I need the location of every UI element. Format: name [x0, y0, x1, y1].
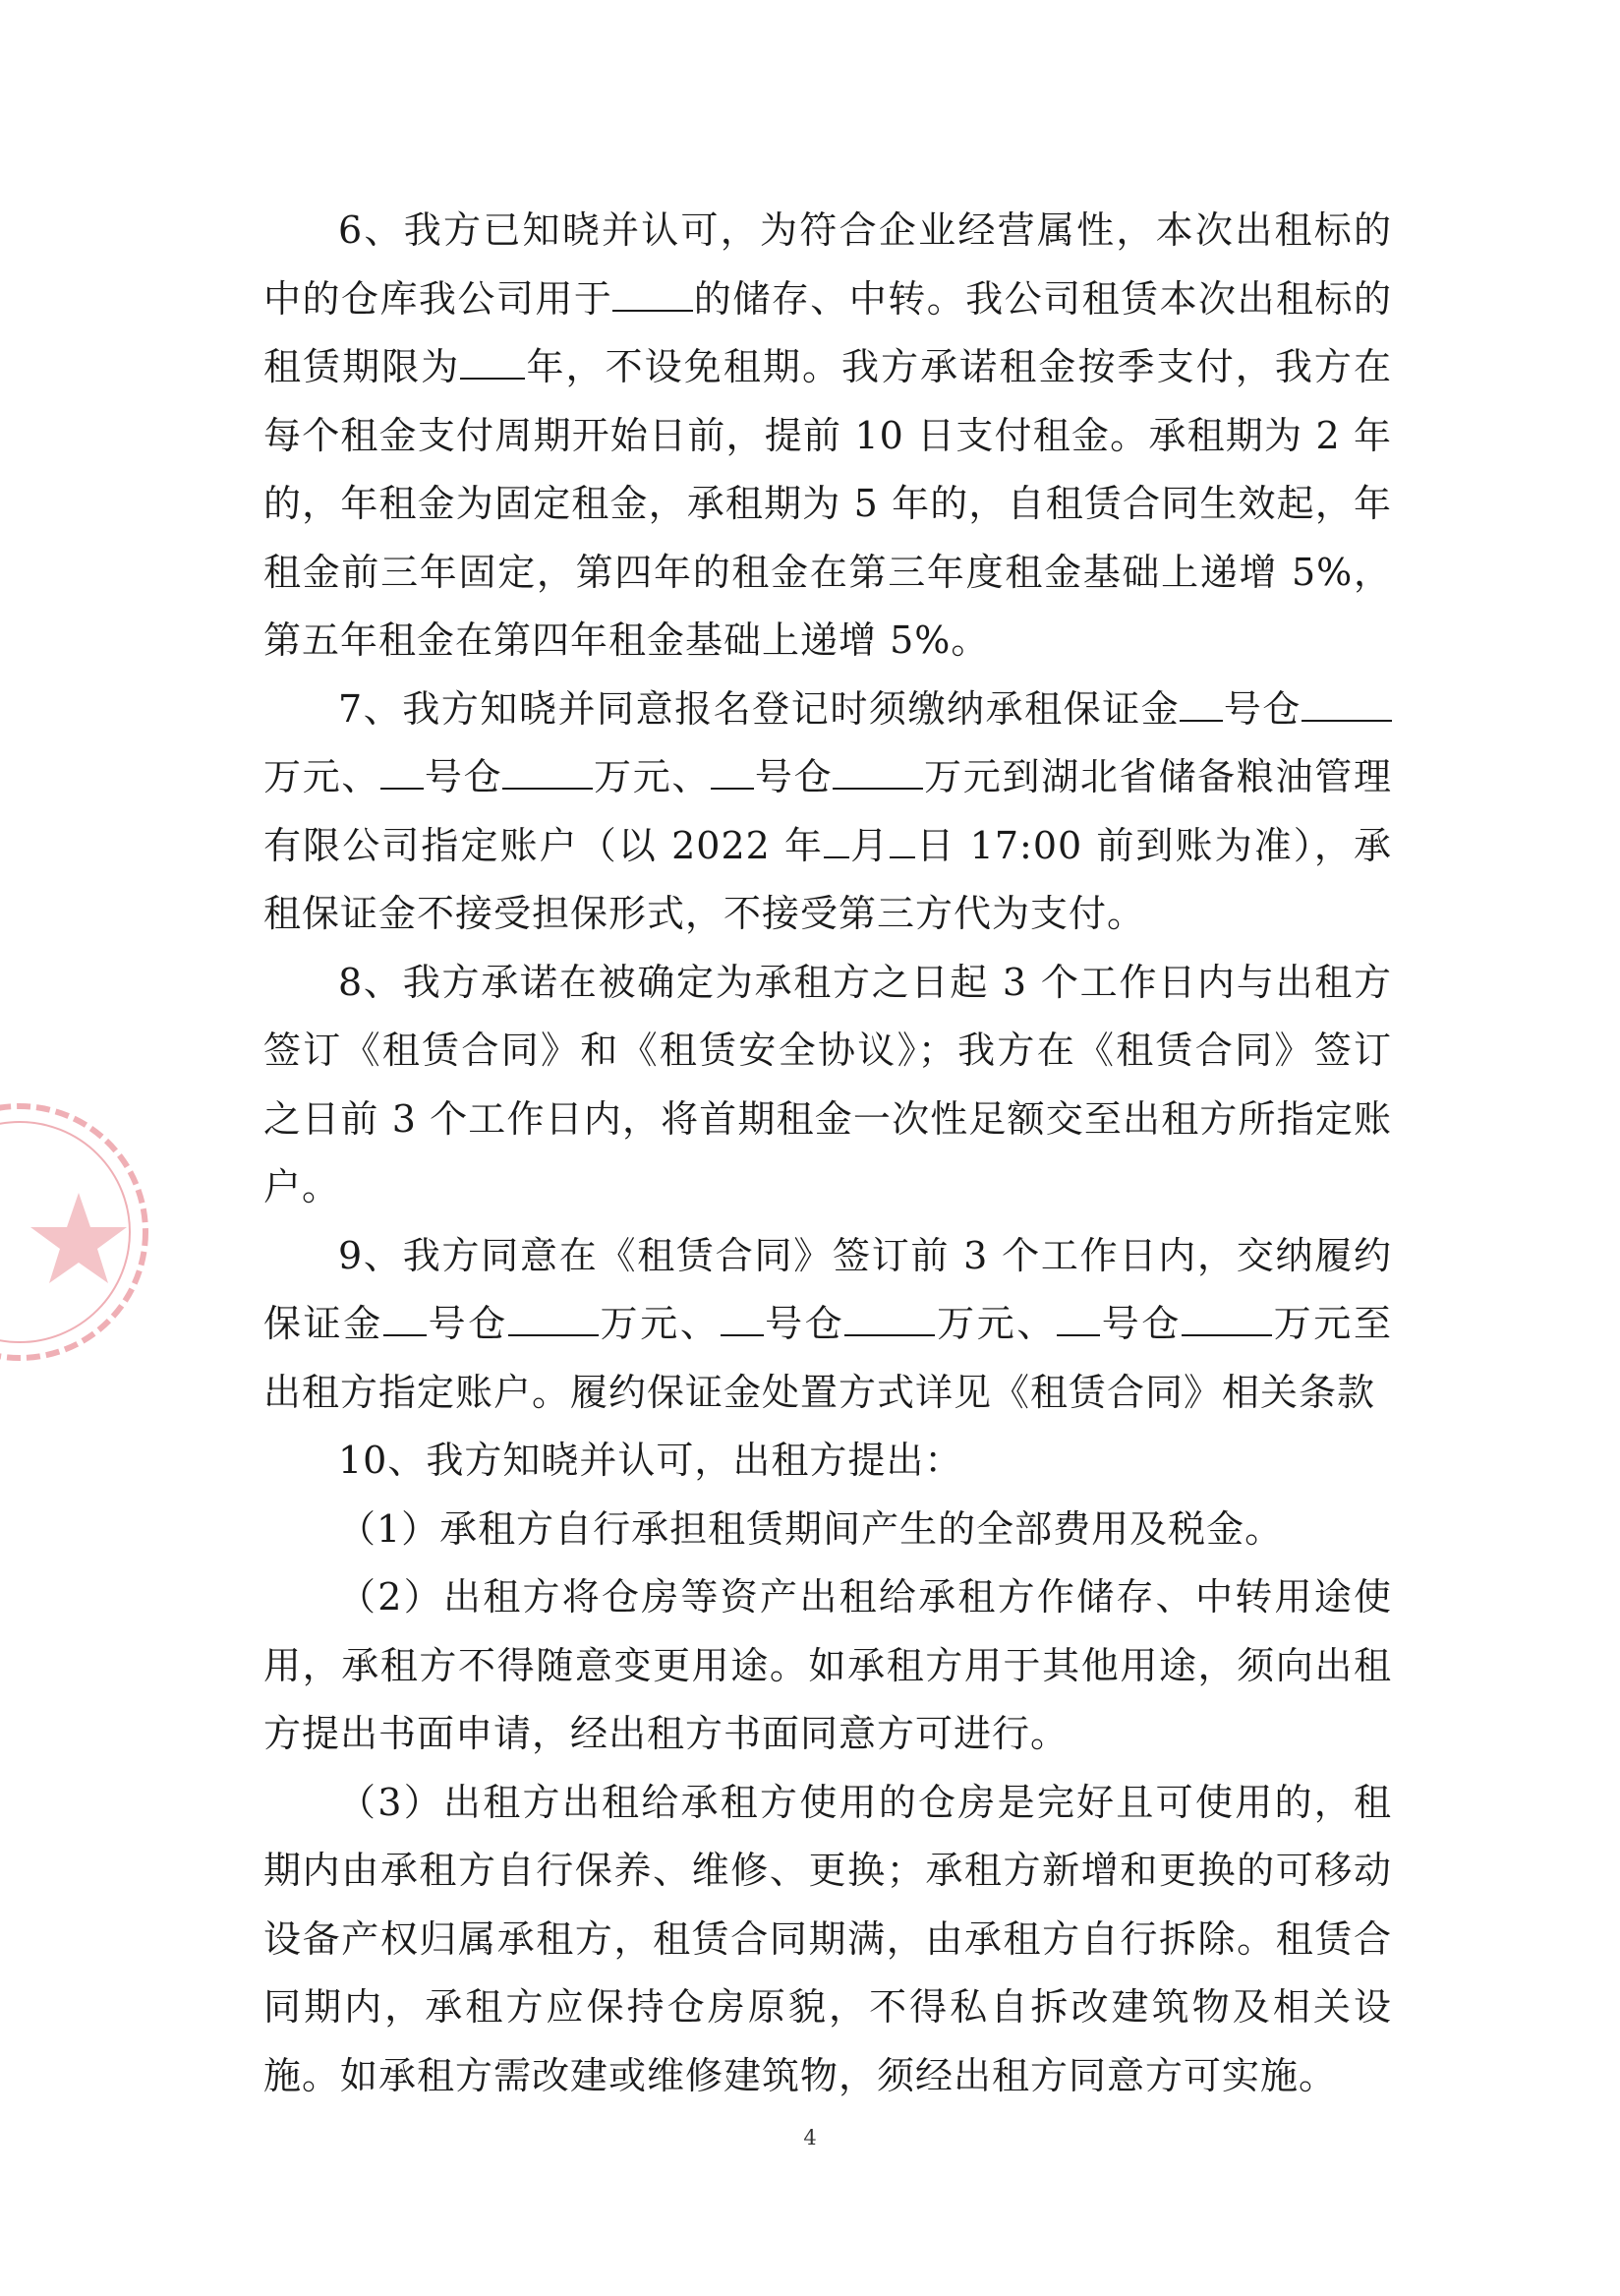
- clause-6-text-c: 年，不设免租期。我方承诺租金按季支付，我方在每个租金支付周期开始日前，提前 10 日支付租金。承租期为 2 年的，年租金为固定租金，承租期为 5 年的，自租赁合同生效起，年租金前三年固定，第四年的租金在第三年度租金基础上递增 5%，第五年租金在第四年租金基础上递增 5%。: [263, 345, 1392, 662]
- clause-7-text-e: 万元、: [593, 755, 712, 798]
- fill-blank-warehouse-no-2[interactable]: [380, 758, 424, 790]
- clause-9-text-e: 万元、: [935, 1302, 1058, 1345]
- fill-blank-warehouse-no-3[interactable]: [711, 758, 754, 790]
- fill-blank-amount-2[interactable]: [502, 758, 593, 790]
- fill-blank-day[interactable]: [890, 827, 915, 858]
- clause-6: [263, 197, 1392, 676]
- fill-blank-perf-amount-3[interactable]: [1182, 1305, 1272, 1336]
- fill-blank-amount-3[interactable]: [833, 758, 923, 790]
- fill-blank-warehouse-no-1[interactable]: [1180, 690, 1223, 722]
- clause-7: [263, 676, 1392, 949]
- clause-7-text-c: 万元、: [263, 755, 381, 798]
- clause-6-text-b: 的储存、中转。我公司租赁本次出租标的租赁期限为: [263, 276, 1392, 388]
- clause-10-item-3-text: （3）出租方出租给承租方使用的仓房是完好且可使用的，租期内由承租方自行保养、维修、更换；承租方新增和更换的可移动设备产权归属承租方，租赁合同期满，由承租方自行拆除。租赁合同期内，承租方应保持仓房原貌，不得私自拆改建筑物及相关设施。如承租方需改建或维修建筑物，须经出租方同意方可实施。: [263, 1780, 1392, 2097]
- clause-9-text-b: 号仓: [426, 1302, 508, 1345]
- clause-10-item-1-text: （1）承租方自行承担租赁期间产生的全部费用及税金。: [338, 1506, 1284, 1551]
- clause-10-item-2-text: （2）出租方将仓房等资产出租给承租方作储存、中转用途使用，承租方不得随意变更用途。如承租方用于其他用途，须向出租方提出书面申请，经出租方书面同意方可进行。: [263, 1575, 1392, 1755]
- clause-9: [263, 1222, 1392, 1428]
- fill-blank-perf-amount-1[interactable]: [508, 1305, 599, 1336]
- clause-10-item-1: [263, 1496, 1392, 1564]
- clause-7-text-b: 号仓: [1223, 686, 1302, 731]
- clause-7-text-f: 号仓: [754, 755, 834, 798]
- clause-10-text: 10、我方知晓并认可，出租方提出：: [338, 1439, 963, 1482]
- fill-blank-perf-amount-2[interactable]: [844, 1305, 935, 1336]
- fill-blank-perf-warehouse-no-1[interactable]: [383, 1305, 427, 1336]
- clause-6-text-a: 6、我方已知晓并认可，为符合企业经营属性，本次出租标的中的仓库我公司用于: [263, 208, 1392, 321]
- fill-blank-month[interactable]: [824, 827, 849, 858]
- clause-9-text-a: 9、我方同意在《租赁合同》签订前 3 个工作日内，交纳履约保证金: [263, 1233, 1392, 1345]
- clause-7-text-d: 号仓: [424, 755, 503, 798]
- clause-7-text-a: 7、我方知晓并同意报名登记时须缴纳承租保证金: [338, 686, 1181, 731]
- clause-7-text-g: 万元到湖北省储备粮油管理有限公司指定账户（以 2022 年: [263, 755, 1392, 867]
- clause-10: [263, 1427, 1392, 1496]
- fill-blank-perf-warehouse-no-2[interactable]: [721, 1305, 764, 1336]
- clause-9-text-c: 万元、: [598, 1302, 721, 1345]
- clause-10-item-3: [263, 1769, 1392, 2111]
- clause-10-item-2: [263, 1563, 1392, 1769]
- fill-blank-amount-1[interactable]: [1302, 690, 1392, 722]
- fill-blank-perf-warehouse-no-3[interactable]: [1057, 1305, 1100, 1336]
- clause-8: [263, 949, 1392, 1222]
- clause-7-text-i: 日 17:00 前到账为准），承租保证金不接受担保形式，不接受第三方代为支付。: [263, 823, 1392, 935]
- red-seal-stamp: [0, 1070, 157, 1394]
- page-number: 4: [803, 2126, 817, 2149]
- fill-blank-lease-years[interactable]: [460, 348, 525, 380]
- clause-7-text-h: 月: [849, 823, 891, 867]
- fill-blank-usage[interactable]: [612, 280, 693, 312]
- clause-9-text-g: 万元至出租方指定账户。履约保证金处置方式详见《租赁合同》相关条款: [263, 1302, 1392, 1414]
- clause-8-text: 8、我方承诺在被确定为承租方之日起 3 个工作日内与出租方签订《租赁合同》和《租赁安全协议》；我方在《租赁合同》签订之日前 3 个工作日内，将首期租金一次性足额交至出租方所指定账户。: [263, 960, 1392, 1208]
- clause-9-text-d: 号仓: [763, 1302, 845, 1345]
- clause-9-text-f: 号仓: [1100, 1302, 1182, 1345]
- document-body: [263, 197, 1392, 2110]
